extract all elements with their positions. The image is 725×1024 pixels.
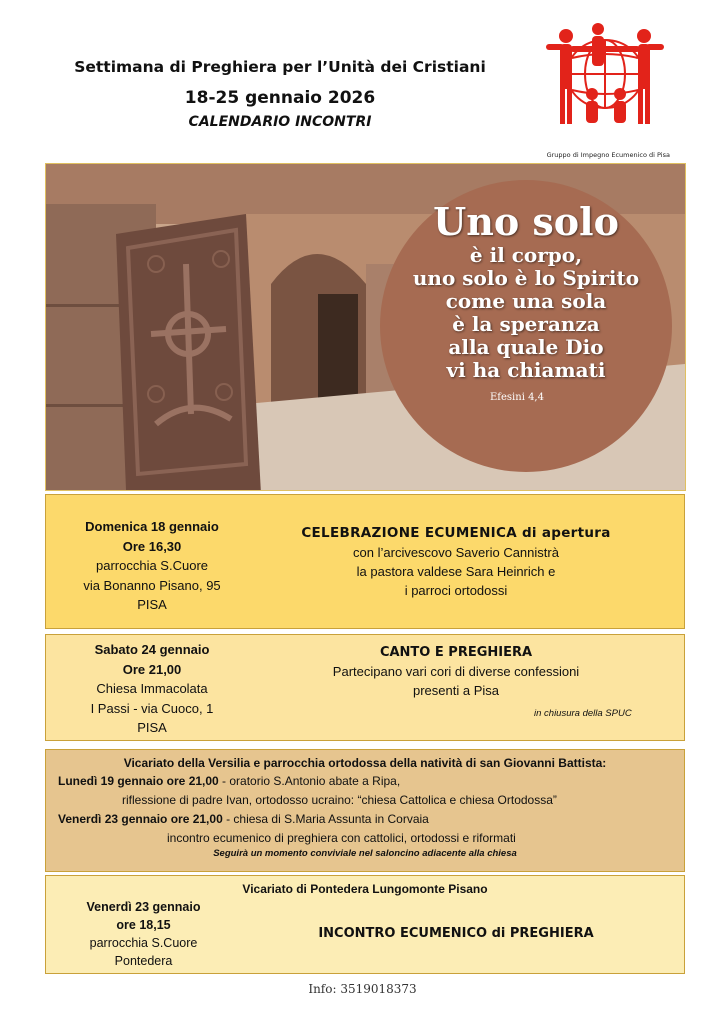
versilia-reflection: riflessione di padre Ivan, ortodosso ucraino: “chiesa Cattolica e chiesa Ortodossa” [122, 793, 557, 807]
event-when [52, 517, 252, 615]
pontedera-heading: Vicariato di Pontedera Lungomonte Pisano [242, 882, 488, 896]
event-title: CANTO E PREGHIERA [379, 645, 533, 660]
event-box-opening [45, 494, 685, 629]
versilia-date-1: Lunedì 19 gennaio ore 21,00 [58, 774, 219, 788]
event-time: ore 18,15 [116, 918, 171, 932]
event-city: Pontedera [114, 954, 173, 968]
versilia-event-2 [58, 810, 429, 829]
ecumenical-group-logo [540, 22, 670, 134]
event-line: presenti a Pisa [413, 683, 499, 698]
event-line: Partecipano vari cori di diverse confessioni [332, 664, 580, 679]
event-line: i parroci ortodossi [404, 583, 508, 598]
versilia-venue-1: - oratorio S.Antonio abate a Ripa, [218, 774, 401, 788]
event-date: Venerdì 23 gennaio [86, 900, 201, 914]
logo-caption: Gruppo di Impegno Ecumenico di Pisa [546, 151, 670, 159]
quote-line: è la speranza [452, 312, 600, 336]
versilia-heading: Vicariato della Versilia e parrocchia ortodossa della natività di san Giovanni Battista: [123, 756, 607, 770]
versilia-venue-2: - chiesa di S.Maria Assunta in Corvaia [222, 812, 429, 826]
event-address: I Passi - via Cuoco, 1 [90, 700, 214, 716]
quote-line: vi ha chiamati [446, 358, 606, 382]
versilia-event-1 [58, 772, 400, 791]
versilia-description: incontro ecumenico di preghiera con cattolici, ortodossi e riformati [167, 831, 516, 845]
event-when [52, 640, 252, 738]
info-phone: Info: 3519018373 [308, 982, 417, 996]
event-line: la pastora valdese Sara Heinrich e [356, 564, 556, 579]
page-title: Settimana di Preghiera per l’Unità dei Cristiani [74, 58, 486, 76]
event-time: Ore 16,30 [122, 538, 182, 554]
quote-line: come una sola [445, 289, 607, 313]
event-city: PISA [137, 720, 167, 735]
event-venue: Chiesa Immacolata [96, 681, 208, 696]
event-date: Domenica 18 gennaio [85, 519, 219, 534]
bible-quote [370, 200, 682, 382]
event-address: via Bonanno Pisano, 95 [83, 577, 221, 593]
pontedera-box [45, 875, 685, 974]
calendar-heading: CALENDARIO INCONTRI [188, 114, 372, 130]
versilia-note: Seguirà un momento conviviale nel saloncino adiacente alla chiesa [213, 848, 517, 859]
quote-line: alla quale Dio [448, 335, 604, 359]
pontedera-when [51, 898, 236, 970]
quote-headline: Uno solo [433, 199, 619, 244]
event-date: Sabato 24 gennaio [94, 642, 210, 657]
quote-line: uno solo è lo Spirito [412, 266, 640, 290]
quote-reference: Efesini 4,4 [490, 392, 544, 403]
event-note: in chiusura della SPUC [534, 708, 632, 719]
event-venue: parrocchia S.Cuore [89, 936, 198, 950]
event-dates: 18-25 gennaio 2026 [184, 88, 376, 108]
versilia-date-2: Venerdì 23 gennaio ore 21,00 [58, 812, 223, 826]
event-line: con l’arcivescovo Saverio Cannistrà [353, 545, 559, 560]
event-venue: parrocchia S.Cuore [96, 558, 208, 573]
event-time: Ore 21,00 [122, 661, 182, 677]
event-box-closing [45, 634, 685, 741]
quote-line: è il corpo, [469, 243, 583, 267]
event-city: PISA [137, 597, 167, 612]
pontedera-title: INCONTRO ECUMENICO di PREGHIERA [318, 926, 594, 941]
event-title: CELEBRAZIONE ECUMENICA di apertura [301, 525, 611, 541]
versilia-box [45, 749, 685, 872]
